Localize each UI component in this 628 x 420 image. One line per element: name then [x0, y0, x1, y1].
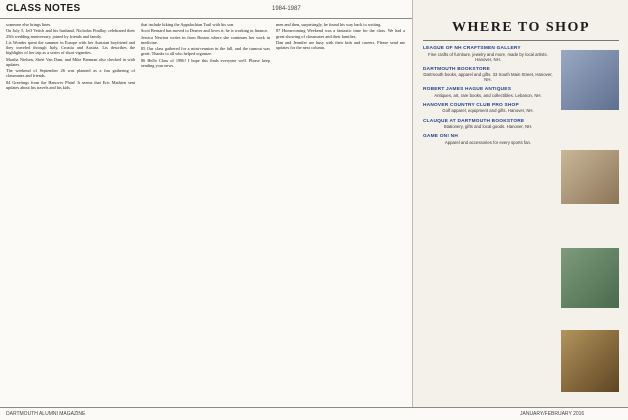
paragraph: Lis Wonder spent the summer in Europe with her Austrian boyfriend and they traveled through Italy, Croatia and Austria. Lis describes the highlights of her trip as a series of short vignettes. [6, 39, 135, 56]
paragraph: The weekend of September 26 was planned as a fun gathering of classmates and friends. [6, 68, 135, 79]
paragraph: On July 5, Jeff Veitch and his husband, Nicholas Findlay, celebrated their 25th wedding anniversary, joined by friends and family. [6, 28, 135, 39]
shop-entry [423, 67, 553, 83]
paragraph: someone else brings lines. [6, 22, 52, 27]
shop-photo [561, 248, 619, 308]
shop-entry [423, 103, 553, 114]
paragraph: Dan and Jennifer are busy with their kids and careers. Please send me updates for the next column. [276, 39, 405, 50]
paragraph: 86 Hello Class of 1986! I hope this finds everyone well. Please keep sending your news. [141, 57, 270, 68]
paragraph: 85 Our class gathered for a mini-reunion in the fall, and the turnout was great. Thanks to all who helped organize. [141, 46, 270, 57]
where-to-shop-sidebar [412, 0, 628, 420]
shop-description: Fine crafts of furniture, jewelry and more, made by local artists. Hanover, NH. [428, 51, 548, 62]
shop-name[interactable]: CLAUQUE AT DARTMOUTH BOOKSTORE [423, 118, 525, 124]
class-years: 1984-1987 [272, 6, 301, 12]
paragraph: Martha Nielsen, Sheri Van Dam, and Mike Brennan also checked in with updates. [6, 56, 135, 67]
paragraph: 87 Homecoming Weekend was a fantastic time for the class. We had a great showing of classmates and their families. [276, 28, 405, 39]
shop-name[interactable]: GAME ON! NH [423, 134, 458, 140]
shop-description: Apparel and accessories for every sports fan. [444, 139, 532, 145]
sidebar-title: WHERE TO SHOP [451, 20, 590, 35]
shop-entry [423, 87, 553, 98]
shop-description: Golf apparel, equipment and gifts. Hanover, NH. [442, 108, 534, 114]
footer-issue-date: JANUARY/FEBRUARY 2016 [520, 411, 585, 417]
shop-description: Antiques, art, rare books, and collectibles. Lebanon, NH. [434, 92, 542, 98]
shop-name[interactable]: DARTMOUTH BOOKSTORE [423, 66, 490, 72]
shop-description: Stationery, gifts and local goods. Hanover, NH. [443, 124, 533, 130]
column-1 [6, 22, 135, 406]
divider [423, 40, 619, 41]
paragraph: Jessica Newton writes in from Boston where she continues her work in medicine. [141, 34, 270, 45]
shop-name[interactable]: HANOVER COUNTRY CLUB PRO SHOP [423, 102, 519, 108]
shop-name[interactable]: LEAGUE OF NH CRAFTSMEN GALLERY [423, 46, 521, 51]
shop-entry [423, 46, 553, 62]
paragraph: Scott Bernard has moved to Denver and loves it; he is working in finance. [141, 28, 269, 34]
footer-magazine-name: DARTMOUTH ALUMNI MAGAZINE [6, 411, 86, 417]
paragraph: 84 Greetings from the Hanover Plain! It seems that Eric Mathien sent updates about his travels and his kids. [6, 79, 135, 90]
shop-photo [561, 50, 619, 110]
shop-list [423, 46, 553, 412]
page-footer [0, 407, 628, 420]
shop-description: Dartmouth books, apparel and gifts. 33 South Main Street, Hanover, NH. [423, 72, 553, 83]
shop-entry [423, 134, 553, 145]
shop-name[interactable]: ROBERT JAMES HAGUE ANTIQUES [423, 87, 512, 93]
shop-entry [423, 119, 553, 130]
shop-photo [561, 330, 619, 392]
column-2 [141, 22, 270, 406]
paragraph: that include hiking the Appalachian Trail with his son. [141, 22, 235, 27]
paragraph: men and then, surprisingly, he found his way back to writing. [276, 22, 382, 27]
shop-photo [561, 150, 619, 204]
column-3 [276, 22, 405, 406]
section-title: CLASS NOTES [6, 3, 81, 14]
